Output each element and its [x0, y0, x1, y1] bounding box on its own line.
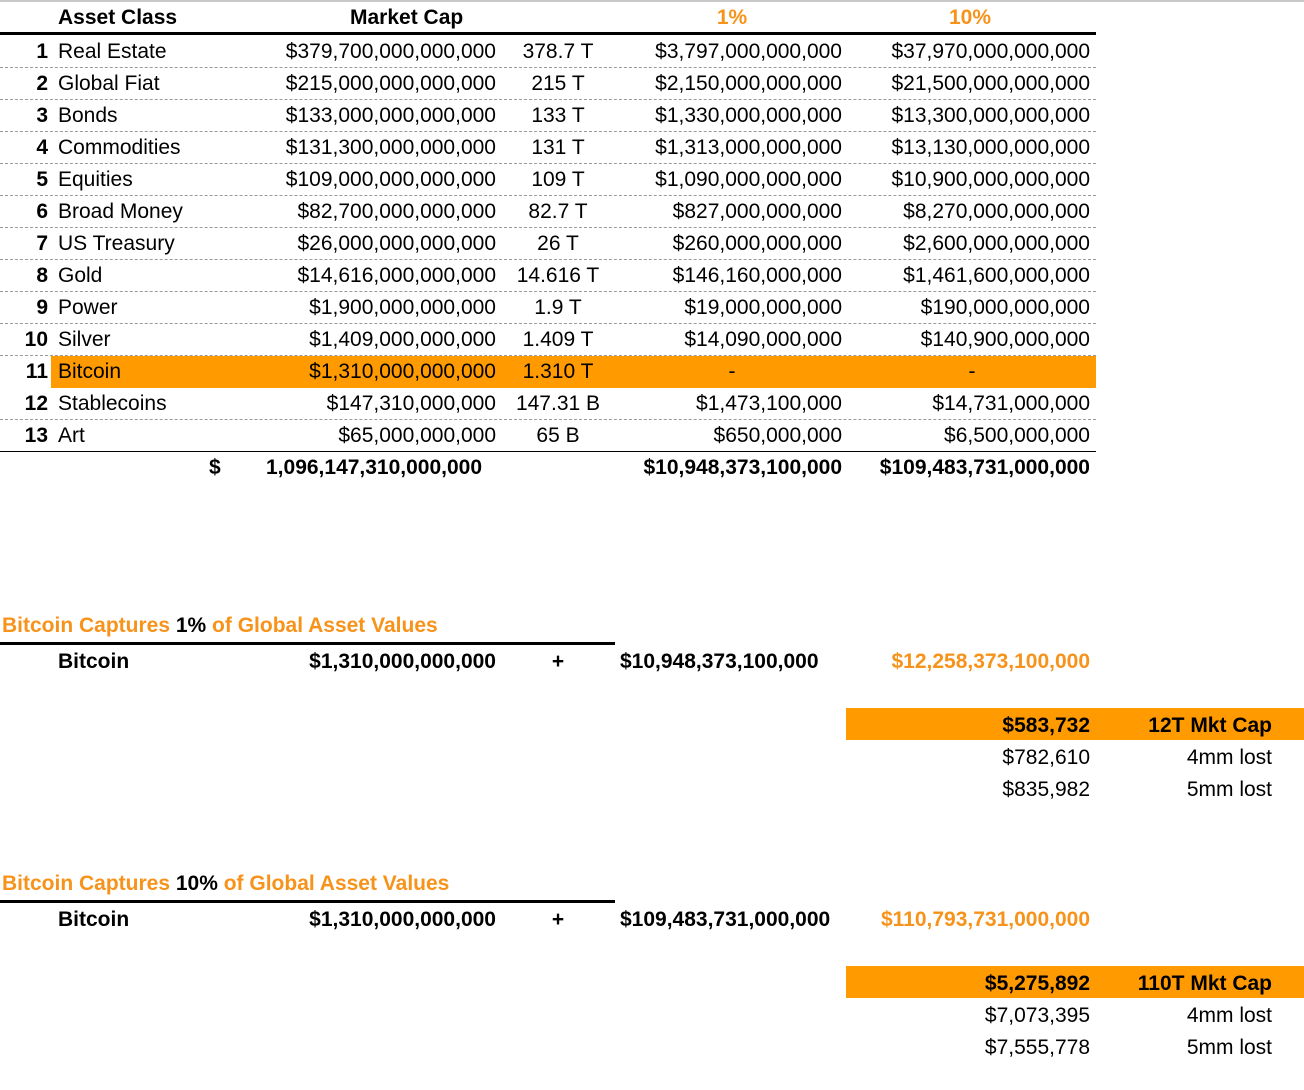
- ten-percent-value: $6,500,000,000: [944, 424, 1090, 447]
- table-row: [0, 388, 1096, 420]
- market-cap-value: $147,310,000,000: [326, 392, 496, 415]
- ten-percent-value: $10,900,000,000,000: [891, 168, 1090, 191]
- ten-percent-value: $1,461,600,000,000: [903, 264, 1090, 287]
- scenario-label: Bitcoin: [58, 650, 130, 673]
- asset-name: Bitcoin: [58, 360, 122, 383]
- scenario-bitcoin-cap: $1,310,000,000,000: [309, 908, 496, 931]
- one-percent-value: $1,330,000,000,000: [655, 104, 842, 127]
- market-cap-value: $82,700,000,000,000: [297, 200, 496, 223]
- asset-name: Equities: [58, 168, 133, 191]
- row-number: 10: [24, 328, 48, 351]
- asset-name: Bonds: [58, 104, 118, 127]
- price-note: 12T Mkt Cap: [1148, 714, 1272, 737]
- totals-market-cap: 1,096,147,310,000,000: [266, 456, 483, 479]
- market-cap-short: 109 T: [531, 168, 585, 191]
- market-cap-value: $65,000,000,000: [338, 424, 496, 447]
- market-cap-value: $109,000,000,000,000: [285, 168, 496, 191]
- header-asset-class: Asset Class: [58, 6, 178, 29]
- price-value: $7,555,778: [984, 1036, 1090, 1059]
- market-cap-short: 215 T: [531, 72, 585, 95]
- header-underline: [0, 32, 1096, 35]
- table-row: [0, 324, 1096, 356]
- table-row: [0, 36, 1096, 68]
- row-number: 7: [36, 232, 48, 255]
- one-percent-value: $1,090,000,000,000: [655, 168, 842, 191]
- table-row: [0, 164, 1096, 196]
- scenario-added-value: $10,948,373,100,000: [620, 650, 819, 673]
- scenario-title: Bitcoin Captures 1% of Global Asset Values: [2, 614, 438, 637]
- plus-sign: +: [551, 908, 565, 931]
- market-cap-short: 65 B: [536, 424, 580, 447]
- row-number: 6: [36, 200, 48, 223]
- ten-percent-value: $190,000,000,000: [920, 296, 1090, 319]
- market-cap-short: 14.616 T: [516, 264, 600, 287]
- header-market-cap: Market Cap: [350, 6, 464, 29]
- ten-percent-value: $37,970,000,000,000: [891, 40, 1090, 63]
- one-percent-value: $146,160,000,000: [672, 264, 842, 287]
- one-percent-value: $1,473,100,000: [696, 392, 842, 415]
- table-row: [0, 196, 1096, 228]
- asset-name: US Treasury: [58, 232, 175, 255]
- asset-name: Power: [58, 296, 118, 319]
- one-percent-value: $3,797,000,000,000: [655, 40, 842, 63]
- market-cap-value: $1,409,000,000,000: [309, 328, 496, 351]
- ten-percent-value: $14,731,000,000: [932, 392, 1090, 415]
- price-value: $782,610: [1002, 746, 1090, 769]
- one-percent-value: -: [728, 360, 736, 383]
- table-row: [0, 260, 1096, 292]
- market-cap-short: 131 T: [531, 136, 585, 159]
- table-row: [0, 420, 1096, 452]
- table-row-highlighted: [0, 356, 1096, 388]
- table-row: [0, 292, 1096, 324]
- scenario-total: $12,258,373,100,000: [891, 650, 1090, 673]
- market-cap-short: 26 T: [537, 232, 579, 255]
- one-percent-value: $2,150,000,000,000: [655, 72, 842, 95]
- one-percent-value: $1,313,000,000,000: [655, 136, 842, 159]
- header-1-percent: 1%: [716, 6, 748, 29]
- price-note: 110T Mkt Cap: [1137, 972, 1272, 995]
- asset-name: Art: [58, 424, 85, 447]
- price-note: 5mm lost: [1186, 1036, 1272, 1059]
- ten-percent-value: $13,300,000,000,000: [891, 104, 1090, 127]
- one-percent-value: $260,000,000,000: [672, 232, 842, 255]
- price-note: 5mm lost: [1186, 778, 1272, 801]
- scenario-label: Bitcoin: [58, 908, 130, 931]
- one-percent-value: $650,000,000: [713, 424, 842, 447]
- row-number: 5: [36, 168, 48, 191]
- row-number: 13: [24, 424, 48, 447]
- market-cap-value: $26,000,000,000,000: [297, 232, 496, 255]
- row-number: 8: [36, 264, 48, 287]
- price-note: 4mm lost: [1186, 1004, 1272, 1027]
- table-row: [0, 68, 1096, 100]
- scenario-total: $110,793,731,000,000: [880, 908, 1090, 931]
- asset-name: Gold: [58, 264, 103, 287]
- row-number: 2: [36, 72, 48, 95]
- price-value: $5,275,892: [984, 972, 1090, 995]
- asset-name: Global Fiat: [58, 72, 160, 95]
- ten-percent-value: $21,500,000,000,000: [891, 72, 1090, 95]
- market-cap-value: $215,000,000,000,000: [285, 72, 496, 95]
- one-percent-value: $14,090,000,000: [684, 328, 842, 351]
- price-value: $7,073,395: [984, 1004, 1090, 1027]
- asset-name: Broad Money: [58, 200, 183, 223]
- row-number: 1: [36, 40, 48, 63]
- one-percent-value: $19,000,000,000: [684, 296, 842, 319]
- market-cap-value: $14,616,000,000,000: [297, 264, 496, 287]
- scenario-bitcoin-cap: $1,310,000,000,000: [309, 650, 496, 673]
- scenario-underline: [0, 900, 615, 903]
- one-percent-value: $827,000,000,000: [672, 200, 842, 223]
- ten-percent-value: $140,900,000,000: [920, 328, 1090, 351]
- market-cap-short: 378.7 T: [522, 40, 594, 63]
- market-cap-short: 1.310 T: [522, 360, 594, 383]
- market-cap-value: $131,300,000,000,000: [285, 136, 496, 159]
- market-cap-value: $133,000,000,000,000: [285, 104, 496, 127]
- ten-percent-value: $13,130,000,000,000: [891, 136, 1090, 159]
- totals-1-percent: $10,948,373,100,000: [643, 456, 842, 479]
- top-border: [0, 0, 1304, 2]
- scenario-title: Bitcoin Captures 10% of Global Asset Values: [2, 872, 450, 895]
- ten-percent-value: -: [968, 360, 976, 383]
- asset-name: Silver: [58, 328, 111, 351]
- price-value: $583,732: [1002, 714, 1090, 737]
- row-number: 12: [24, 392, 48, 415]
- ten-percent-value: $2,600,000,000,000: [903, 232, 1090, 255]
- totals-currency: $: [209, 456, 221, 479]
- totals-10-percent: $109,483,731,000,000: [879, 456, 1090, 479]
- market-cap-short: 82.7 T: [528, 200, 588, 223]
- row-number: 4: [36, 136, 48, 159]
- price-value: $835,982: [1002, 778, 1090, 801]
- market-cap-value: $1,310,000,000,000: [309, 360, 496, 383]
- market-cap-value: $1,900,000,000,000: [309, 296, 496, 319]
- table-row: [0, 100, 1096, 132]
- ten-percent-value: $8,270,000,000,000: [903, 200, 1090, 223]
- market-cap-value: $379,700,000,000,000: [285, 40, 496, 63]
- market-cap-short: 133 T: [531, 104, 585, 127]
- header-10-percent: 10%: [948, 6, 992, 29]
- market-cap-short: 147.31 B: [515, 392, 601, 415]
- price-note: 4mm lost: [1186, 746, 1272, 769]
- table-row: [0, 228, 1096, 260]
- plus-sign: +: [551, 650, 565, 673]
- row-number: 11: [25, 360, 48, 383]
- scenario-underline: [0, 642, 615, 645]
- row-number: 3: [36, 104, 48, 127]
- table-row: [0, 132, 1096, 164]
- market-cap-short: 1.409 T: [522, 328, 594, 351]
- asset-name: Commodities: [58, 136, 181, 159]
- market-cap-short: 1.9 T: [534, 296, 582, 319]
- scenario-added-value: $109,483,731,000,000: [620, 908, 831, 931]
- asset-name: Stablecoins: [58, 392, 167, 415]
- row-number: 9: [36, 296, 48, 319]
- asset-name: Real Estate: [58, 40, 167, 63]
